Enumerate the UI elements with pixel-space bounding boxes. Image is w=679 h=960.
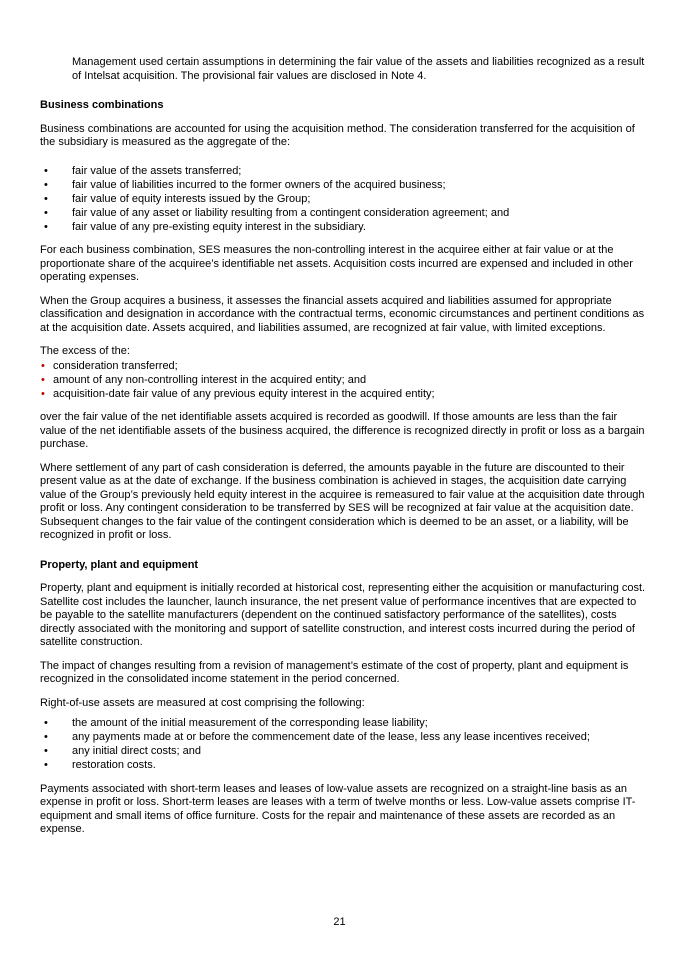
list-excess-items [40,360,646,402]
paragraph-non-controlling-interest: For each business combination, SES measures the non-controlling interest in the acquiree either at fair value or at the proportionate share of the acquiree’s identifiable net assets. Acquisition costs incurred are expensed and included in other operating expenses. [40,244,633,283]
list-item: • any initial direct costs; and [40,745,646,759]
heading-business-combinations: Business combinations [40,99,164,111]
list-item: • any payments made at or before the commencement date of the lease, less any lease incentives received; [40,731,646,745]
paragraph-intelsat-assumptions: Management used certain assumptions in determining the fair value of the assets and liabilities recognized as a result of Intelsat acquisition. The provisional fair values are disclosed in Note 4. [72,56,645,82]
paragraph-ppe-estimate-impact: The impact of changes resulting from a revision of management’s estimate of the cost of property, plant and equipment is recognized in the consolidated income statement in the period concerned. [40,659,629,685]
list-item: • fair value of liabilities incurred to the former owners of the acquired business; [40,179,646,193]
list-consideration-aggregate [40,165,646,235]
paragraph-short-term-leases: Payments associated with short-term leases and leases of low-value assets are recognized on a straight-line basis as an expense in profit or loss. Short-term leases are leases with a term of twelve months or less. Low-value assets comprise IT-equipment and small items of office furniture. Costs for the repair and maintenance of these assets are recorded as an expense. [40,782,636,835]
list-item: • fair value of the assets transferred; [40,165,646,179]
paragraph-acquisition-method: Business combinations are accounted for using the acquisition method. The consideration transferred for the acquisition of the subsidiary is measured as the aggregate of the: [40,122,635,148]
page-number: 21 [333,915,346,928]
paragraph-assets-assessment: When the Group acquires a business, it assesses the financial assets acquired and liabilities assumed for appropriate classification and designation in accordance with the contractual terms, economic circumstances and pertinent conditions as at the acquisition date. Assets acquired, and liabilities assumed, are recognized at fair value, with limited exceptions. [40,294,645,334]
list-item: • amount of any non-controlling interest in the acquired entity; and [40,374,646,388]
paragraph-goodwill: over the fair value of the net identifiable assets acquired is recorded as goodwill. If those amounts are less than the fair value of the net identifiable assets of the business acquired, the difference is recognized directly in profit or loss as a bargain purchase. [40,411,645,450]
list-item: • consideration transferred; [40,360,646,374]
list-item: • fair value of equity interests issued by the Group; [40,193,646,207]
paragraph-ppe-historical-cost: Property, plant and equipment is initially recorded at historical cost, representing either the acquisition or manufacturing cost. Satellite cost includes the launcher, launch insurance, the net present value of performance incentives that are expected to be payable to the satellite manufacturers (dependent on the continued satisfactory performance of the satellites), costs directly associated with the monitoring and support of satellite construction, and interest costs incurred during the period of satellite construction. [40,582,646,648]
heading-property-plant-equipment: Property, plant and equipment [40,558,199,571]
paragraph-deferred-settlement: Where settlement of any part of cash consideration is deferred, the amounts payable in the future are discounted to their present value as at the date of exchange. If the business combination is achieved in stages, the acquisition date carrying value of the Group’s previously held equity interest in the acquiree is remeasured to fair value at the acquisition date through profit or loss. Any contingent consideration to be transferred by SES will be recognized at fair value at the acquisition date. Subsequent changes to the fair value of the contingent consideration which is deemed to be an asset, or a liability, will be recognized in profit or loss. [40,461,645,541]
list-right-of-use-costs [40,717,646,773]
document-content [40,56,646,847]
list-item: • restoration costs. [40,759,646,773]
list-item: • fair value of any pre-existing equity interest in the subsidiary. [40,221,646,235]
list-item: • fair value of any asset or liability resulting from a contingent consideration agreement; and [40,207,646,221]
list-item: • acquisition-date fair value of any previous equity interest in the acquired entity; [40,388,646,402]
list-item: • the amount of the initial measurement of the corresponding lease liability; [40,717,646,731]
paragraph-right-of-use-lead: Right-of-use assets are measured at cost comprising the following: [40,696,365,709]
paragraph-excess-lead: The excess of the: [40,345,130,357]
